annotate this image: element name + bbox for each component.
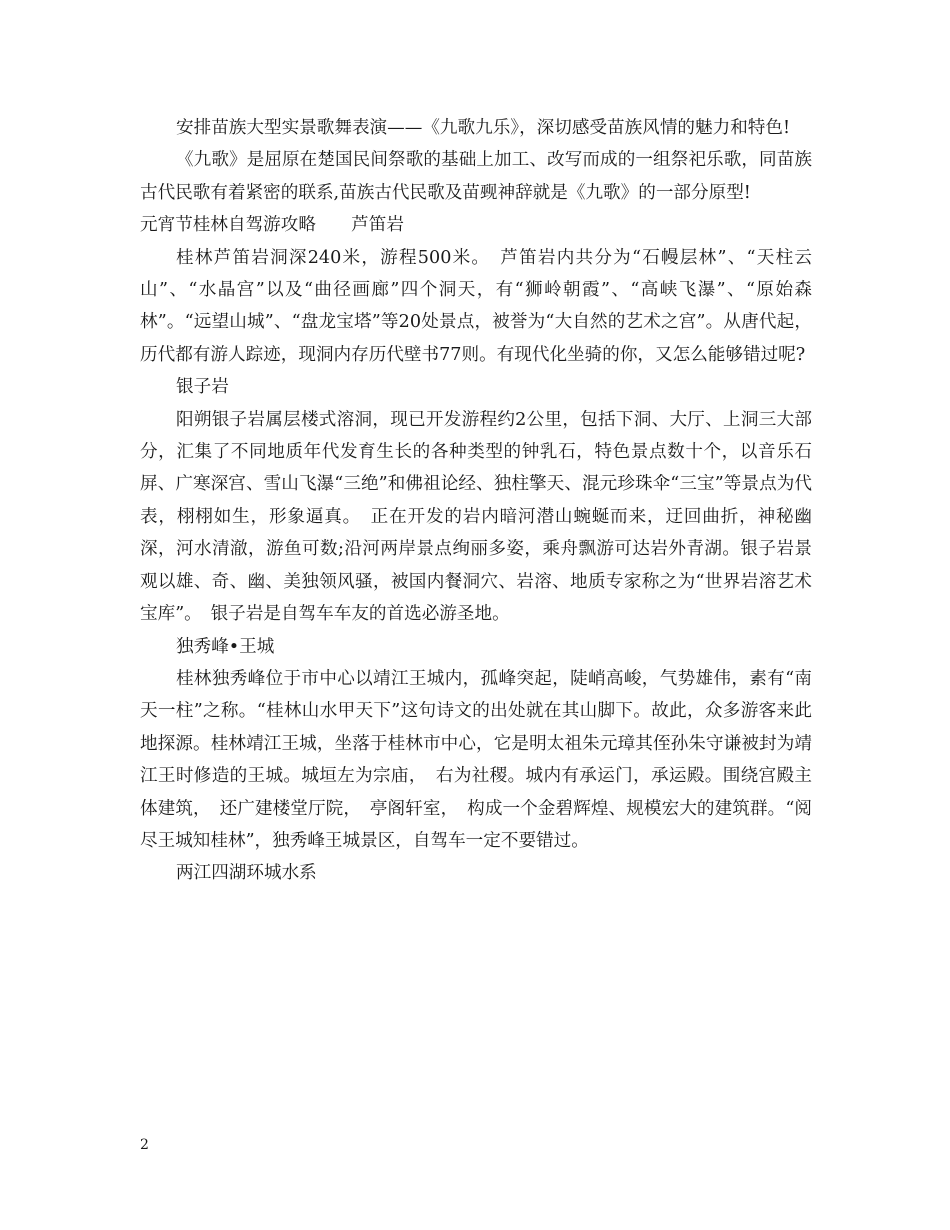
section-heading-yinzi-cave: 银子岩 xyxy=(176,377,229,398)
paragraph-yinzi-cave: 阳朔银子岩属层楼式溶洞，现已开发游程约2公里，包括下洞、大厅、上洞三大部分，汇集了不同地质年代发育生长的各种类型的钟乳石，特色景点数十个，以音乐石屏、广寒深宫、雪山飞瀑“三绝”和佛祖论经、独柱擎天、混元珍珠伞“三宝”等景点为代表，栩栩如生，形象逼真。 正在开发的岩内暗河潜山蜿蜒而来，迂回曲折，神秘幽深，河水清澈，游鱼可数;沿河两岸景点绚丽多姿，乘舟飘游可达岩外青湖。银子岩景观以雄、奇、幽、美独领风骚，被国内餐洞穴、岩溶、地质专家称之为“世界岩溶艺术宝库”。 银子岩是自驾车车友的首选必游圣地。 xyxy=(140,409,812,625)
section-heading-ludi-cave: 元宵节桂林自驾游攻略 芦笛岩 xyxy=(140,215,404,236)
paragraph-ludi-cave: 桂林芦笛岩洞深240米，游程500米。 芦笛岩内共分为“石幔层林”、“天柱云山”、“水晶宫”以及“曲径画廊”四个洞天，有“狮岭朝霞”、“高峡飞瀑”、“原始森林”。“远望山城”、“盘龙宝塔”等20处景点，被誉为“大自然的艺术之宫”。从唐代起，历代都有游人踪迹，现洞内存历代壁书77则。有现代化坐骑的你，又怎么能够错过呢? xyxy=(140,247,812,365)
paragraph-jiuge: 《九歌》是屈原在楚国民间祭歌的基础上加工、改写而成的一组祭祀乐歌，同苗族古代民歌有着紧密的联系,苗族古代民歌及苗觋神辞就是《九歌》的一部分原型! xyxy=(140,150,812,203)
paragraph-duxiu-peak: 桂林独秀峰位于市中心以靖江王城内，孤峰突起，陡峭高峻，气势雄伟，素有“南天一柱”之称。“桂林山水甲天下”这句诗文的出处就在其山脚下。故此，众多游客来此地探源。桂林靖江王城，坐落于桂林市中心，它是明太祖朱元璋其侄孙朱守谦被封为靖江王时修造的王城。城垣左为宗庙， 右为社稷。城内有承运门，承运殿。围绕宫殿主体建筑， 还广建楼堂厅院， 亭阁轩室， 构成一个金碧辉煌、规模宏大的建筑群。“阅尽王城知桂林”，独秀峰王城景区，自驾车一定不要错过。 xyxy=(140,668,812,851)
section-heading-duxiu-peak: 独秀峰•王城 xyxy=(176,636,275,657)
document-body xyxy=(140,112,812,890)
section-heading-water-system: 两江四湖环城水系 xyxy=(176,863,317,884)
page-number: 2 xyxy=(140,1137,149,1153)
paragraph-miao-performance: 安排苗族大型实景歌舞表演——《九歌九乐》，深切感受苗族风情的魅力和特色! xyxy=(176,118,791,138)
